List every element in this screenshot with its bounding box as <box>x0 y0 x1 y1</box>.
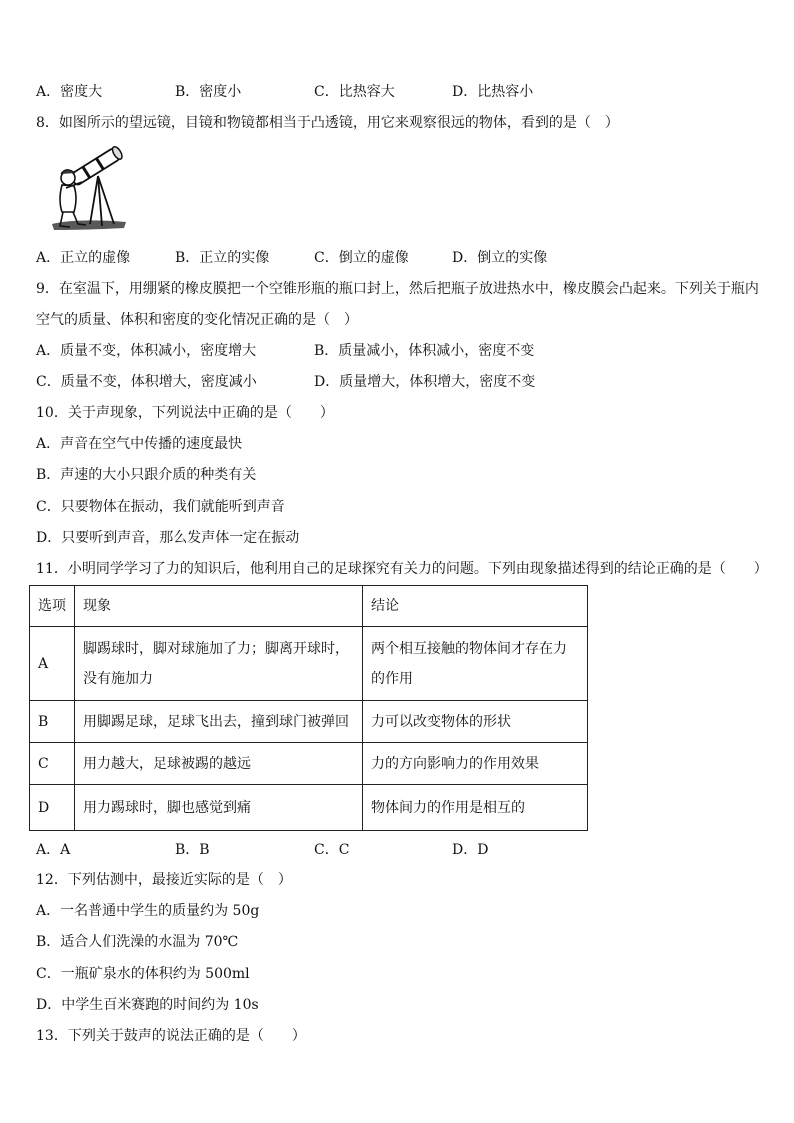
q11-option-c: C．C <box>314 842 350 858</box>
q11-option-b: B．B <box>175 842 210 858</box>
table-header-cell: 结论 <box>363 586 588 627</box>
telescope-observer-icon <box>48 142 132 234</box>
table-cell-option: B <box>30 701 75 743</box>
q8-option-a: A．正立的虚像 <box>36 250 131 266</box>
q13-stem: 13．下列关于鼓声的说法正确的是（ ） <box>36 1028 306 1044</box>
q7-option-d: D．比热容小 <box>452 84 534 100</box>
q12-stem: 12．下列估测中，最接近实际的是（ ） <box>36 872 292 888</box>
table-row <box>30 701 588 743</box>
conclusion-line: 的作用 <box>371 670 413 687</box>
table-cell-conclusion: 力可以改变物体的形状 <box>363 701 588 743</box>
q10-option-d: D．只要听到声音，那么发声体一定在振动 <box>36 530 300 546</box>
q7-option-c: C．比热容大 <box>314 84 395 100</box>
q9-option-a: A．质量不变，体积减小，密度增大 <box>36 343 257 359</box>
q8-option-c: C．倒立的虚像 <box>314 250 409 266</box>
q11-stem: 11．小明同学学习了力的知识后，他利用自己的足球探究有关力的问题。下列由现象描述得到的结论正确的是（ ） <box>36 561 768 577</box>
q9-option-c: C．质量不变，体积增大，密度减小 <box>36 374 257 390</box>
q12-option-b: B．适合人们洗澡的水温为 70℃ <box>36 934 239 950</box>
q12-option-d: D．中学生百米赛跑的时间约为 10s <box>36 997 259 1013</box>
q12-option-c: C．一瓶矿泉水的体积约为 500ml <box>36 966 250 982</box>
table-cell-option: C <box>30 743 75 785</box>
conclusion-line: 两个相互接触的物体间才存在力 <box>371 640 567 657</box>
table-cell-phenomenon: 用脚踢足球，足球飞出去，撞到球门被弹回 <box>75 701 363 743</box>
q11-option-a: A．A <box>36 842 71 858</box>
q10-option-a: A．声音在空气中传播的速度最快 <box>36 436 243 452</box>
q12-option-a: A．一名普通中学生的质量约为 50g <box>36 903 260 919</box>
table-cell-phenomenon: 用力越大，足球被踢的越远 <box>75 743 363 785</box>
q11-table <box>29 585 588 831</box>
table-header-cell: 选项 <box>30 586 75 627</box>
q8-option-d: D．倒立的实像 <box>452 250 548 266</box>
phenomenon-line: 没有施加力 <box>83 670 153 687</box>
table-cell-phenomenon <box>75 627 363 701</box>
table-row <box>30 785 588 831</box>
q10-stem: 10．关于声现象，下列说法中正确的是（ ） <box>36 405 334 421</box>
q9-stem-line2: 空气的质量、体积和密度的变化情况正确的是（ ） <box>36 312 358 328</box>
q8-option-b: B．正立的实像 <box>175 250 270 266</box>
telescope-illustration <box>48 142 132 234</box>
table-cell-conclusion: 力的方向影响力的作用效果 <box>363 743 588 785</box>
table-cell-phenomenon: 用力踢球时，脚也感觉到痛 <box>75 785 363 831</box>
table-cell-conclusion: 物体间力的作用是相互的 <box>363 785 588 831</box>
table-cell-conclusion <box>363 627 588 701</box>
table-row <box>30 743 588 785</box>
table-cell-option: D <box>30 785 75 831</box>
phenomenon-line: 脚踢球时，脚对球施加了力；脚离开球时， <box>83 640 349 657</box>
q9-option-b: B．质量减小，体积减小，密度不变 <box>314 343 535 359</box>
table-row <box>30 627 588 701</box>
table-header-row <box>30 586 588 627</box>
q11-option-d: D．D <box>452 842 489 858</box>
q9-option-d: D．质量增大，体积增大，密度不变 <box>314 374 536 390</box>
q10-option-c: C．只要物体在振动，我们就能听到声音 <box>36 499 285 515</box>
q7-option-a: A．密度大 <box>36 84 103 100</box>
table-header-cell: 现象 <box>75 586 363 627</box>
q10-option-b: B．声速的大小只跟介质的种类有关 <box>36 467 257 483</box>
q9-stem-line1: 9．在室温下，用绷紧的橡皮膜把一个空锥形瓶的瓶口封上，然后把瓶子放进热水中，橡皮膜会凸起来。下列关于瓶内 <box>36 281 759 297</box>
q7-option-b: B．密度小 <box>175 84 242 100</box>
table-cell-option: A <box>30 627 75 701</box>
q8-stem: 8．如图所示的望远镜，目镜和物镜都相当于凸透镜，用它来观察很远的物体，看到的是（ ） <box>36 115 619 131</box>
